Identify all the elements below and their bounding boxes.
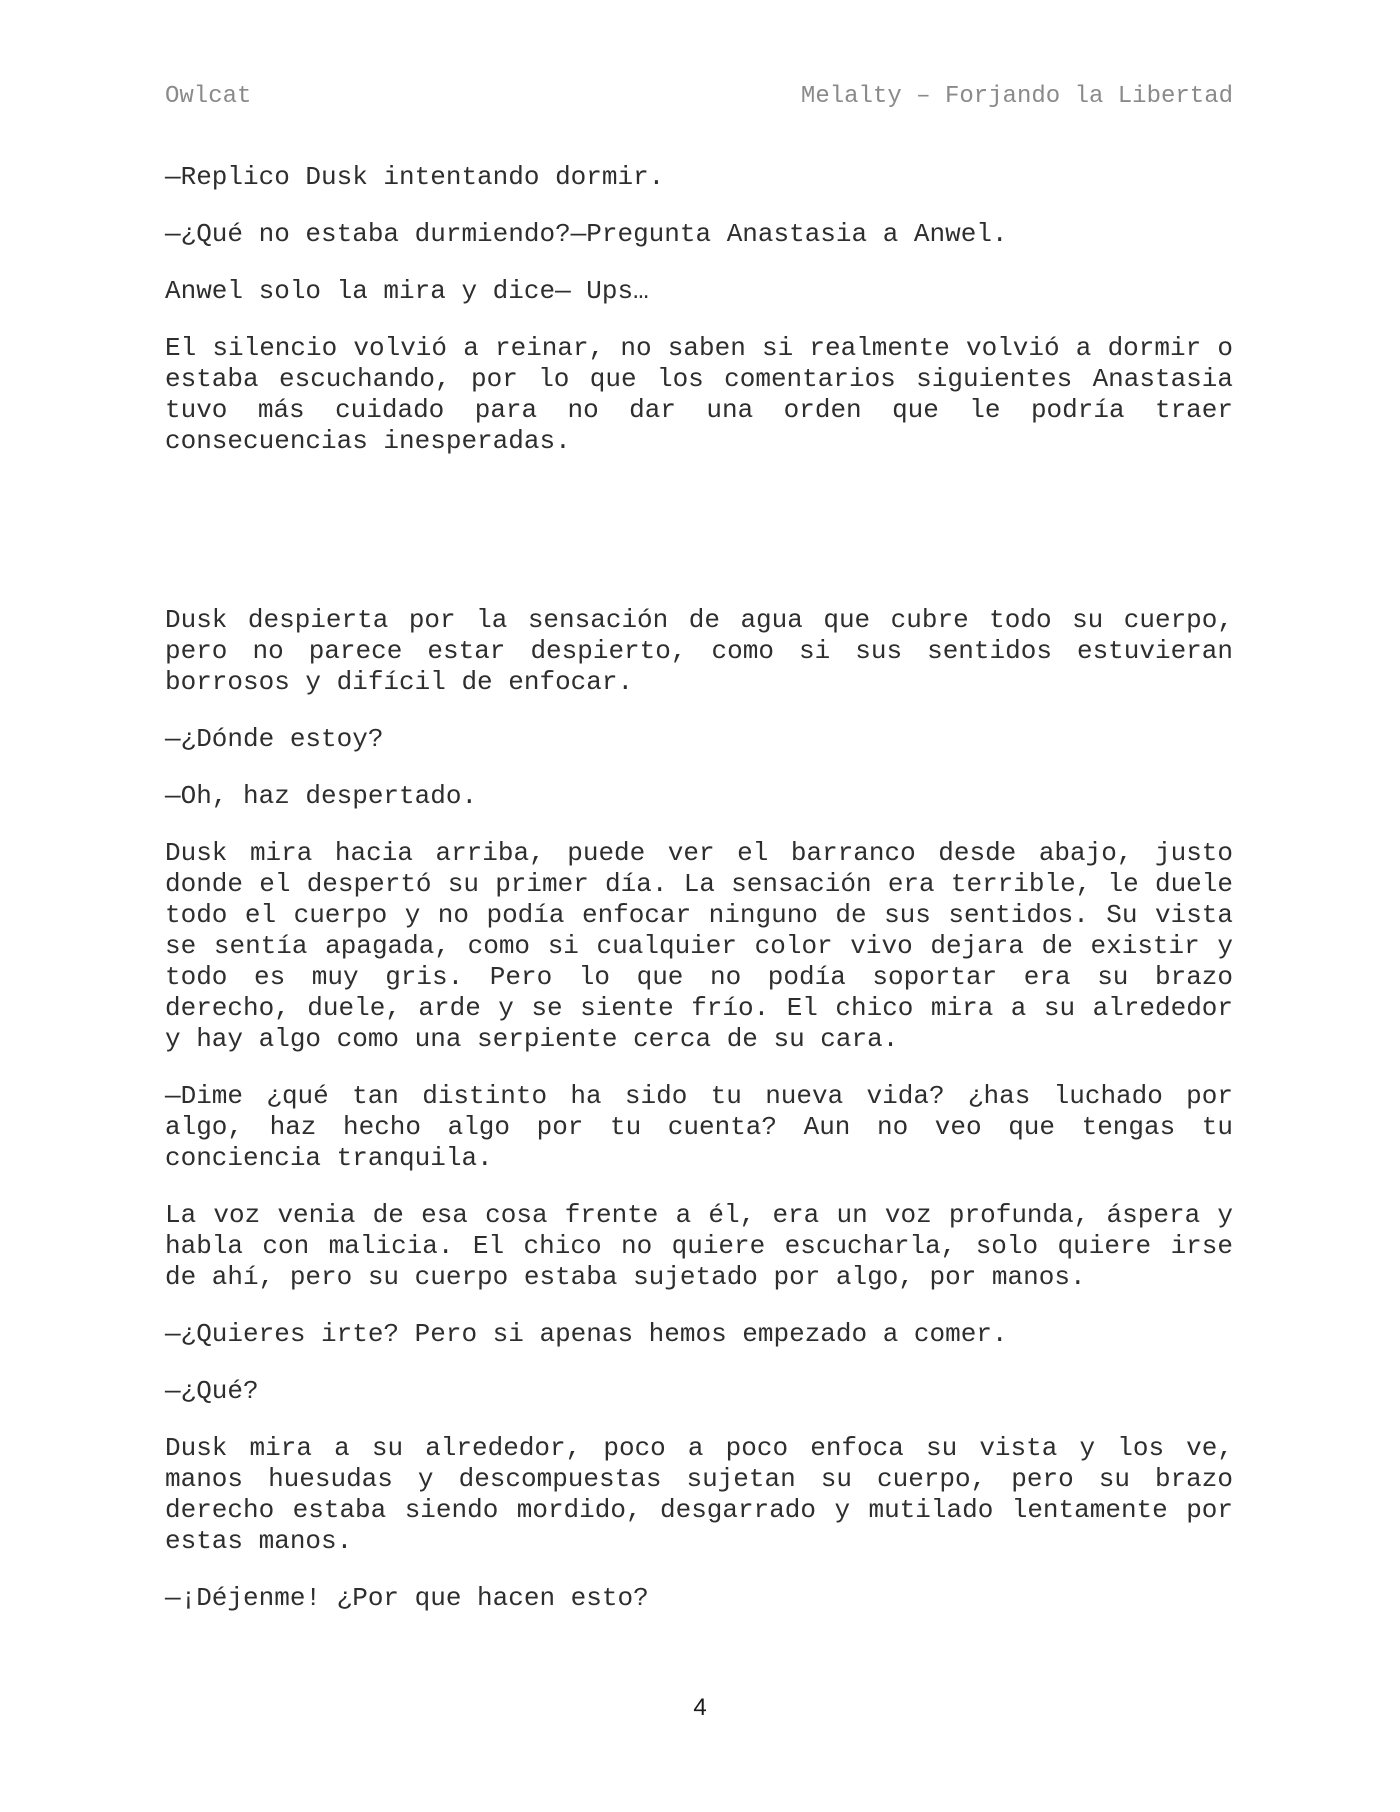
paragraph: El silencio volvió a reinar, no saben si realmente volvió a dormir o estaba escuchando, por lo que los comentarios siguientes Anastasia tuvo más cuidado para no dar una orden que le podría traer consecuencias inesperadas. (165, 333, 1233, 456)
paragraph: Dusk mira a su alrededor, poco a poco enfoca su vista y los ve, manos huesudas y descompuestas sujetan su cuerpo, pero su brazo derecho estaba siendo mordido, desgarrado y mutilado lentamente por estas manos. (165, 1433, 1233, 1556)
paragraph: —¿Quieres irte? Pero si apenas hemos empezado a comer. (165, 1319, 1008, 1349)
header-author: Owlcat (165, 83, 252, 110)
header-title: Melalty – Forjando la Libertad (800, 83, 1233, 110)
paragraph: Dusk despierta por la sensación de agua que cubre todo su cuerpo, pero no parece estar despierto, como si sus sentidos estuvieran borrosos y difícil de enfocar. (165, 605, 1233, 697)
paragraph: —Oh, haz despertado. (165, 781, 478, 811)
paragraph: La voz venia de esa cosa frente a él, era un voz profunda, áspera y habla con malicia. El chico no quiere escucharla, solo quiere irse de ahí, pero su cuerpo estaba sujetado por algo, por manos. (165, 1200, 1233, 1292)
paragraph: —Dime ¿qué tan distinto ha sido tu nueva vida? ¿has luchado por algo, haz hecho algo por tu cuenta? Aun no veo que tengas tu conciencia tranquila. (165, 1081, 1233, 1173)
page-number: 4 (693, 1694, 707, 1721)
paragraph: —¿Dónde estoy? (165, 724, 384, 754)
paragraph: Dusk mira hacia arriba, puede ver el barranco desde abajo, justo donde el despertó su primer día. La sensación era terrible, le duele todo el cuerpo y no podía enfocar ninguno de sus sentidos. Su vista se sentía apagada, como si cualquier color vivo dejara de existir y todo es muy gris. Pero lo que no podía soportar era su brazo derecho, duele, arde y se siente frío. El chico mira a su alrededor y hay algo como una serpiente cerca de su cara. (165, 838, 1233, 1054)
body-text (165, 162, 1233, 1640)
paragraph: —Replico Dusk intentando dormir. (165, 162, 665, 192)
paragraph: Anwel solo la mira y dice— Ups… (165, 276, 649, 306)
paragraph: —¿Qué no estaba durmiendo?—Pregunta Anastasia a Anwel. (165, 219, 1008, 249)
paragraph: —¿Qué? (165, 1376, 259, 1406)
paragraph: —¡Déjenme! ¿Por que hacen esto? (165, 1583, 649, 1613)
